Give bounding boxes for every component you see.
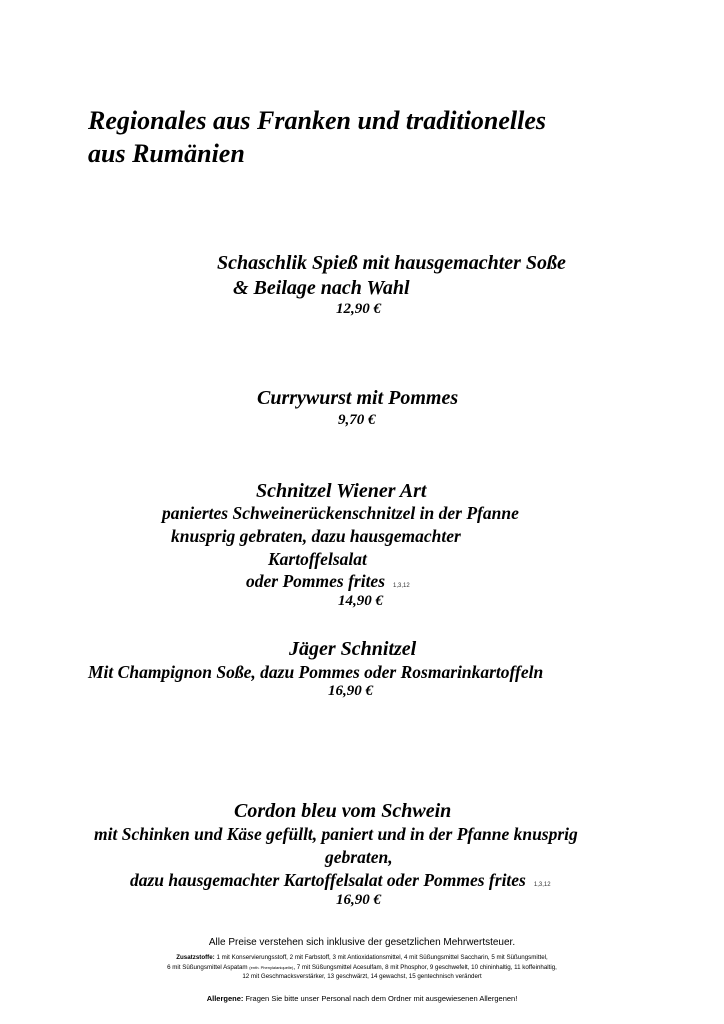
dish-description: mit Schinken und Käse gefüllt, paniert und in der Pfanne knusprig: [94, 824, 578, 844]
additives-line-1: [60, 953, 664, 963]
dish-price: 16,90 €: [336, 892, 381, 908]
additives-line-2: [60, 963, 664, 973]
dish-price: 12,90 €: [336, 301, 381, 317]
dish-description: knusprig gebraten, dazu hausgemachter: [171, 526, 461, 546]
dish-price: 16,90 €: [328, 683, 373, 699]
dish-name: Currywurst mit Pommes: [257, 387, 459, 409]
dish-description: [246, 570, 410, 597]
dish-description: gebraten,: [325, 847, 393, 867]
additives-codes: 1,3,12: [533, 882, 551, 888]
dish-price: 14,90 €: [338, 593, 383, 609]
additives-codes: 1,3,12: [393, 583, 410, 589]
page-title-line-1: Regionales aus Franken und traditionelles: [88, 106, 546, 135]
page-title-line-2: aus Rumänien: [88, 139, 245, 168]
dish-description-text: oder Pommes frites: [246, 571, 386, 591]
additives-line-3: 12 mit Geschmacksverstärker, 13 geschwärzt, 14 gewachst, 15 gentechnisch verändert: [242, 973, 482, 980]
additives-text: , 7 mit Süßungsmittel Acesulfam, 8 mit Phosphor, 9 geschwefelt, 10 chininhaltig, 11 koffeinhaltig,: [293, 963, 557, 971]
dish-name: Jäger Schnitzel: [289, 638, 417, 660]
dish-description: paniertes Schweinerückenschnitzel in der Pfanne: [162, 503, 519, 523]
dish-name: Schnitzel Wiener Art: [256, 480, 427, 502]
dish-description: Mit Champignon Soße, dazu Pommes oder Rosmarinkartoffeln: [88, 662, 544, 682]
dish-description-text: dazu hausgemachter Kartoffelsalat oder Pommes frites: [130, 870, 526, 890]
dish-name: Cordon bleu vom Schwein: [234, 800, 452, 822]
page-title: [88, 104, 546, 170]
dish-description: Kartoffelsalat: [268, 549, 367, 569]
additives-text: 1 mit Konservierungsstoff, 2 mit Farbstoff, 3 mit Antioxidationsmittel, 4 mit Süßungsmittel Saccharin, 5 mit Süßungsmittel,: [216, 954, 548, 961]
additives-note: (enth. Phenylalaniquelle): [249, 964, 294, 970]
dish-name: Schaschlik Spieß mit hausgemachter Soße: [217, 252, 566, 274]
additives-text: 6 mit Süßungsmittel Aspatam: [167, 963, 248, 971]
additives-legend: [60, 953, 664, 982]
allergen-note: [0, 994, 724, 1003]
vat-note: Alle Preise verstehen sich inklusive der gesetzlichen Mehrwertsteuer.: [208, 937, 516, 948]
allergen-label: Allergene:: [206, 994, 244, 1003]
additives-label: Zusatzstoffe:: [176, 954, 215, 961]
allergen-text: Fragen Sie bitte unser Personal nach dem Ordner mit ausgewiesenen Allergenen!: [245, 994, 518, 1003]
dish-price: 9,70 €: [338, 412, 376, 428]
dish-name: & Beilage nach Wahl: [233, 277, 410, 299]
